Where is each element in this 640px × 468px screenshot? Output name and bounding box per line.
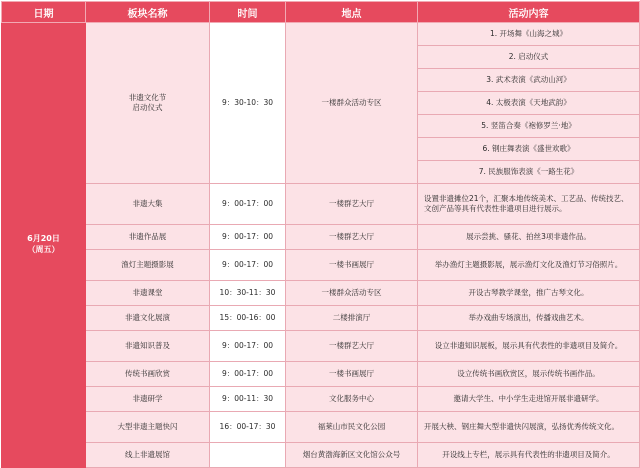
- weekday-text: （周五）: [27, 245, 60, 254]
- program-item: 1. 开场舞《山海之城》: [418, 23, 640, 46]
- program-item: 7. 民族服饰表演《一路生花》: [418, 161, 640, 184]
- event-name: 非遗研学: [86, 387, 210, 412]
- event-place: 一楼群艺大厅: [286, 225, 418, 250]
- event-name: 线上非遗展馆: [86, 443, 210, 468]
- event-place: 文化服务中心: [286, 387, 418, 412]
- program-item: 4. 太极表演《天地武韵》: [418, 92, 640, 115]
- date-text: 6月20日: [27, 234, 60, 244]
- event-name: 非遗文化节 启动仪式: [86, 23, 210, 184]
- header-time: 时间: [210, 2, 286, 23]
- event-name: 非遗课堂: [86, 281, 210, 306]
- header-content: 活动内容: [418, 2, 640, 23]
- table-row: [2, 362, 640, 387]
- schedule-table: [1, 1, 640, 468]
- event-time: 15：00-16：00: [210, 306, 286, 331]
- program-item: 6. 钢庄舞表演《盛世欢歌》: [418, 138, 640, 161]
- event-desc: 设立传统书画欣赏区，展示传统书画作品。: [418, 362, 640, 387]
- event-place: 福莱山市民文化公园: [286, 412, 418, 443]
- program-item: 2. 启动仪式: [418, 46, 640, 69]
- date-cell: [2, 23, 86, 468]
- event-name: 传统书画欣赏: [86, 362, 210, 387]
- event-place: 一楼群艺大厅: [286, 331, 418, 362]
- event-time: 9：00-17：00: [210, 184, 286, 225]
- table-row: [2, 250, 640, 281]
- header-date: 日期: [2, 2, 86, 23]
- table-row: [2, 306, 640, 331]
- event-desc: 设置非遗摊位21个，汇聚本地传统美术、工艺品、传统技艺、文创产品等具有代表性非遗项目进行展示。: [418, 184, 640, 225]
- event-name: 非遗作品展: [86, 225, 210, 250]
- event-place: 烟台黄渤海新区文化馆公众号: [286, 443, 418, 468]
- event-place: 一楼群艺大厅: [286, 184, 418, 225]
- event-time: 16：00-17：30: [210, 412, 286, 443]
- event-time: 9：30-10：30: [210, 23, 286, 184]
- event-time: 9：00-17：00: [210, 362, 286, 387]
- event-place: 一楼群众活动专区: [286, 23, 418, 184]
- table-row: [2, 412, 640, 443]
- event-time: 9：00-11：30: [210, 387, 286, 412]
- event-desc: 开设古琴教学课堂，推广古琴文化。: [418, 281, 640, 306]
- table-row: [2, 281, 640, 306]
- event-desc: 举办渔灯主题摄影展，展示渔灯文化及渔灯节习俗照片。: [418, 250, 640, 281]
- event-time: 10：30-11：30: [210, 281, 286, 306]
- event-desc: 邀请大学生、中小学生走进馆开展非遗研学。: [418, 387, 640, 412]
- header-place: 地点: [286, 2, 418, 23]
- event-desc: 设立非遗知识展板，展示具有代表性的非遗项目及简介。: [418, 331, 640, 362]
- event-time: 9：00-17：00: [210, 331, 286, 362]
- table-row: [2, 443, 640, 468]
- header-row: [2, 2, 640, 23]
- table-row: [2, 387, 640, 412]
- event-desc: 展示尝挑、骚花、拍丝3项非遗作品。: [418, 225, 640, 250]
- event-place: 一楼书画展厅: [286, 250, 418, 281]
- table-row: [2, 23, 640, 46]
- event-desc: 开设线上专栏，展示具有代表性的非遗项目及简介。: [418, 443, 640, 468]
- event-desc: 举办戏曲专场演出，传播戏曲艺术。: [418, 306, 640, 331]
- event-time: 9：00-17：00: [210, 225, 286, 250]
- event-name: 非遗大集: [86, 184, 210, 225]
- table-row: [2, 184, 640, 225]
- program-item: 3. 武术表演《武动山河》: [418, 69, 640, 92]
- event-time: 9：00-17：00: [210, 250, 286, 281]
- event-name: 大型非遗主题快闪: [86, 412, 210, 443]
- event-place: 一楼书画展厅: [286, 362, 418, 387]
- event-place: 二楼排演厅: [286, 306, 418, 331]
- event-name: 非遗文化展演: [86, 306, 210, 331]
- event-time: [210, 443, 286, 468]
- table-row: [2, 225, 640, 250]
- event-desc: 开展大秧、钢庄舞大型非遗快闪展演，弘扬优秀传统文化。: [418, 412, 640, 443]
- event-name: 非遗知识普及: [86, 331, 210, 362]
- event-name: 渔灯主题摄影展: [86, 250, 210, 281]
- table-row: [2, 331, 640, 362]
- event-place: 一楼群众活动专区: [286, 281, 418, 306]
- program-item: 5. 竖笛合奏《袍修罗兰·地》: [418, 115, 640, 138]
- header-event: 板块名称: [86, 2, 210, 23]
